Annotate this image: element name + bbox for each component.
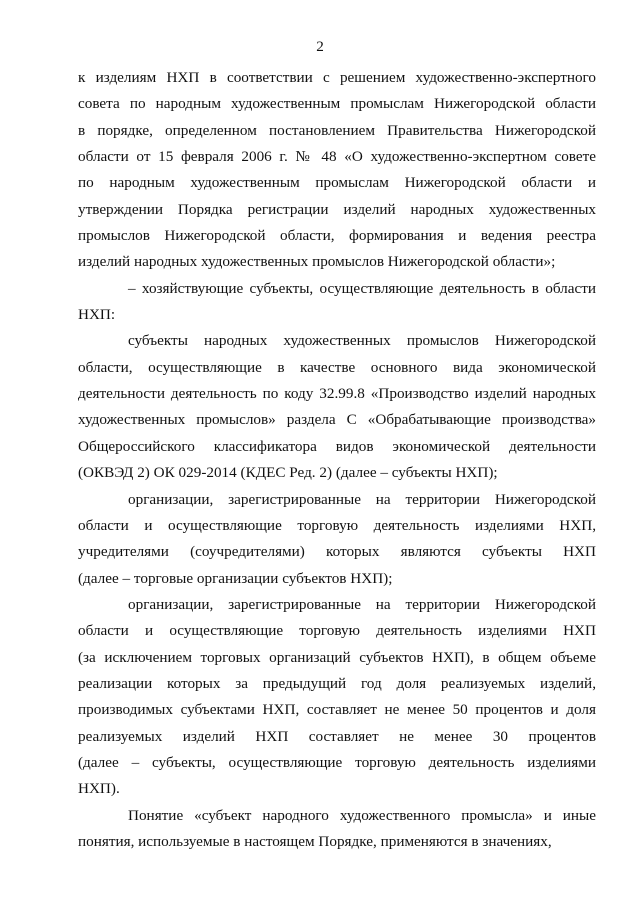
text-line: реализуемых изделий НХП составляет не менее 30 процентов xyxy=(78,727,596,745)
paragraph xyxy=(78,592,596,803)
text-line: Общероссийского классификатора видов экономической деятельности xyxy=(78,437,596,455)
text-line: субъекты народных художественных промыслов Нижегородской xyxy=(128,332,596,350)
text-line: области и осуществляющие торговую деятельность изделиями НХП xyxy=(78,622,596,640)
text-line: организации, зарегистрированные на территории Нижегородской xyxy=(128,595,596,613)
paragraph xyxy=(78,487,596,592)
text-line: художественных промыслов» раздела С «Обрабатывающие производства» xyxy=(78,411,596,429)
text-line: области от 15 февраля 2006 г. № 48 «О художественно-экспертном совете xyxy=(78,148,596,166)
page-number: 2 xyxy=(316,38,324,55)
text-line: – хозяйствующие субъекты, осуществляющие деятельность в области xyxy=(128,279,596,297)
paragraph xyxy=(78,328,596,486)
text-line: совета по народным художественным промыслам Нижегородской области xyxy=(78,95,596,113)
text-line: НХП). xyxy=(78,780,120,798)
text-line: к изделиям НХП в соответствии с решением художественно-экспертного xyxy=(78,69,596,86)
text-line: по народным художественным промыслам Нижегородской области и xyxy=(78,174,596,192)
paragraph xyxy=(78,65,596,276)
text-line: Понятие «субъект народного художественного промысла» и иные xyxy=(128,806,596,824)
text-line: изделий народных художественных промыслов Нижегородской области»; xyxy=(78,253,556,271)
text-line: деятельности деятельность по коду 32.99.8 «Производство изделий народных xyxy=(78,385,596,403)
text-line: производимых субъектами НХП, составляет не менее 50 процентов и доля xyxy=(78,701,596,719)
text-line: организации, зарегистрированные на территории Нижегородской xyxy=(128,490,596,508)
text-line: области, осуществляющие в качестве основного вида экономической xyxy=(78,358,596,376)
text-line: (далее – торговые организации субъектов НХП); xyxy=(78,569,393,587)
text-line: реализации которых за предыдущий год доля реализуемых изделий, xyxy=(78,674,596,692)
text-line: в порядке, определенном постановлением Правительства Нижегородской xyxy=(78,121,596,139)
text-line: (далее – субъекты, осуществляющие торговую деятельность изделиями xyxy=(78,753,596,771)
paragraph xyxy=(78,803,596,856)
document-body xyxy=(78,65,596,855)
text-line: промыслов Нижегородской области, формирования и ведения реестра xyxy=(78,227,596,245)
text-line: НХП: xyxy=(78,306,116,324)
text-line: утверждении Порядка регистрации изделий народных художественных xyxy=(78,200,596,218)
text-line: учредителями (соучредителями) которых являются субъекты НХП xyxy=(78,543,596,561)
text-line: области и осуществляющие торговую деятельность изделиями НХП, xyxy=(78,516,596,534)
paragraph xyxy=(78,276,596,329)
text-line: (ОКВЭД 2) ОК 029-2014 (КДЕС Ред. 2) (далее – субъекты НХП); xyxy=(78,464,498,482)
text-line: (за исключением торговых организаций субъектов НХП), в общем объеме xyxy=(78,648,596,666)
text-line: понятия, используемые в настоящем Порядке, применяются в значениях, xyxy=(78,832,552,850)
